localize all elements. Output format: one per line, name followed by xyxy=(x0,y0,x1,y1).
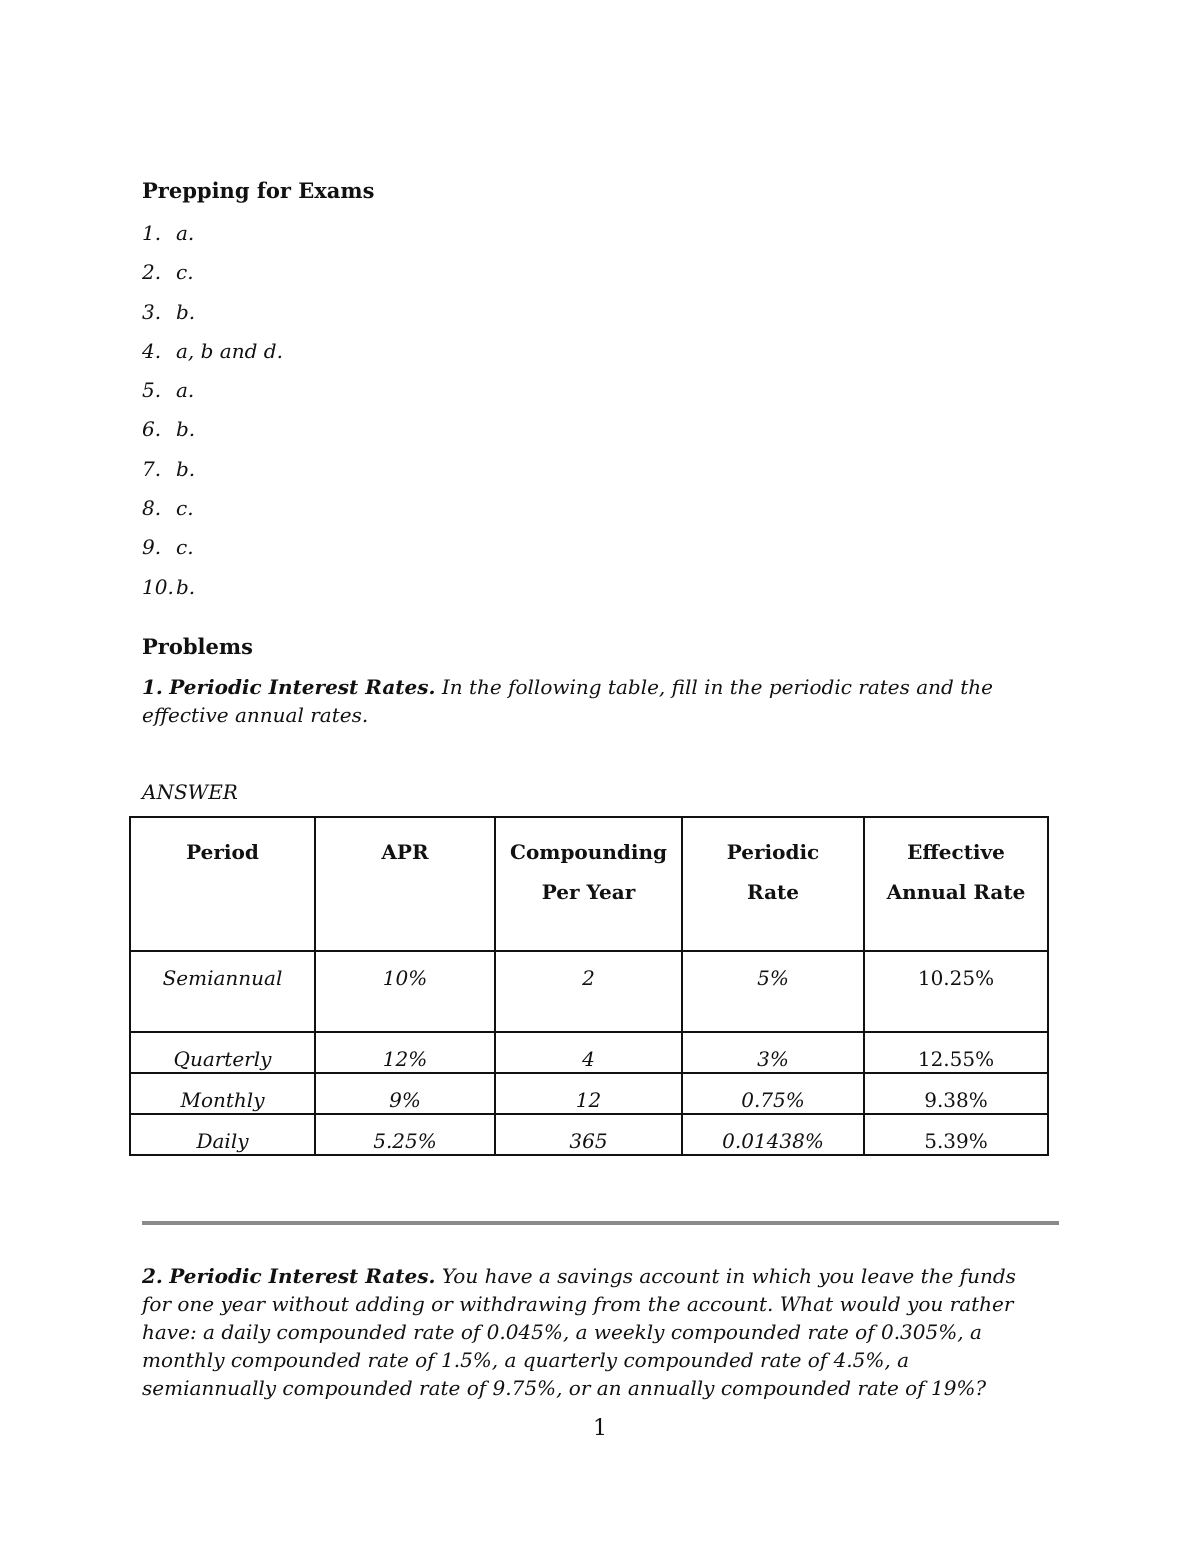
answer-number: 8. xyxy=(142,496,162,521)
list-item xyxy=(142,220,283,259)
list-item xyxy=(142,495,283,534)
answer-text: b. xyxy=(176,574,196,599)
section-title-problems: Problems xyxy=(142,634,253,659)
table-header-row xyxy=(130,817,1048,951)
cell-effective-rate: 12.55% xyxy=(864,1032,1048,1073)
problem-1-text xyxy=(142,673,1042,729)
table-row xyxy=(130,1032,1048,1073)
header-compounding-per-year: Compounding Per Year xyxy=(495,817,682,951)
cell-compounding: 12 xyxy=(495,1073,682,1114)
problem-1-body: In the following table, fill in the periodic rates and the effective annual rates. xyxy=(142,675,993,727)
list-item xyxy=(142,456,283,495)
list-item xyxy=(142,299,283,338)
answer-text: b. xyxy=(176,456,196,481)
cell-apr: 5.25% xyxy=(315,1114,495,1155)
cell-apr: 9% xyxy=(315,1073,495,1114)
list-item xyxy=(142,338,283,377)
cell-apr: 10% xyxy=(315,951,495,1032)
problem-2-text xyxy=(142,1262,1042,1402)
cell-periodic-rate: 0.01438% xyxy=(682,1114,864,1155)
cell-periodic-rate: 3% xyxy=(682,1032,864,1073)
answer-number: 1. xyxy=(142,221,162,245)
cell-period: Daily xyxy=(130,1114,315,1155)
header-effective-annual-rate: Effective Annual Rate xyxy=(864,817,1048,951)
answer-text: c. xyxy=(176,260,194,285)
page-number: 1 xyxy=(593,1416,607,1441)
header-apr: APR xyxy=(315,817,495,951)
cell-period: Semiannual xyxy=(130,951,315,1032)
problem-1-heading: Periodic Interest Rates. xyxy=(169,675,436,699)
list-item xyxy=(142,416,283,455)
cell-period: Monthly xyxy=(130,1073,315,1114)
answer-text: a, b and d. xyxy=(176,338,283,363)
exam-answer-list xyxy=(142,220,283,613)
answer-number: 6. xyxy=(142,417,162,442)
answer-text: b. xyxy=(176,299,196,324)
answer-text: c. xyxy=(176,496,194,521)
cell-compounding: 4 xyxy=(495,1032,682,1073)
list-item xyxy=(142,377,283,416)
answer-number: 2. xyxy=(142,260,162,285)
answer-number: 7. xyxy=(142,456,162,481)
answer-number: 10. xyxy=(142,574,174,599)
problem-1-number: 1. xyxy=(142,675,163,699)
list-item xyxy=(142,534,283,573)
answer-number: 9. xyxy=(142,535,162,560)
list-item xyxy=(142,574,283,613)
cell-periodic-rate: 5% xyxy=(682,951,864,1032)
header-periodic-rate: Periodic Rate xyxy=(682,817,864,951)
table-row xyxy=(130,951,1048,1032)
cell-period: Quarterly xyxy=(130,1032,315,1073)
answer-text: a. xyxy=(176,378,195,403)
answer-text: c. xyxy=(176,535,194,560)
interest-rates-table xyxy=(129,816,1049,1156)
table-row xyxy=(130,1073,1048,1114)
answer-number: 4. xyxy=(142,338,162,363)
cell-periodic-rate: 0.75% xyxy=(682,1073,864,1114)
problem-2-number: 2. xyxy=(142,1264,163,1288)
table-row xyxy=(130,1114,1048,1155)
cell-compounding: 365 xyxy=(495,1114,682,1155)
horizontal-divider xyxy=(142,1221,1059,1225)
cell-compounding: 2 xyxy=(495,951,682,1032)
cell-effective-rate: 10.25% xyxy=(864,951,1048,1032)
section-title-prepping-for-exams: Prepping for Exams xyxy=(142,178,375,203)
answer-text: a. xyxy=(176,221,195,245)
cell-effective-rate: 5.39% xyxy=(864,1114,1048,1155)
answer-number: 5. xyxy=(142,378,162,403)
problem-2-body: You have a savings account in which you leave the funds for one year without adding or withdrawing from the account. What would you rather have: a daily compounded rate of 0.045%, a weekly compounded rate of 0.305%, a monthly compounded rate of 1.5%, a quarterly compounded rate of 4.5%, a semiannually compounded rate of 9.75%, or an annually compounded rate of 19%? xyxy=(142,1264,1016,1400)
cell-effective-rate: 9.38% xyxy=(864,1073,1048,1114)
answer-label: ANSWER xyxy=(142,780,238,804)
cell-apr: 12% xyxy=(315,1032,495,1073)
list-item xyxy=(142,259,283,298)
answer-text: b. xyxy=(176,417,196,442)
header-period: Period xyxy=(130,817,315,951)
problem-2-heading: Periodic Interest Rates. xyxy=(169,1264,436,1288)
answer-number: 3. xyxy=(142,299,162,324)
